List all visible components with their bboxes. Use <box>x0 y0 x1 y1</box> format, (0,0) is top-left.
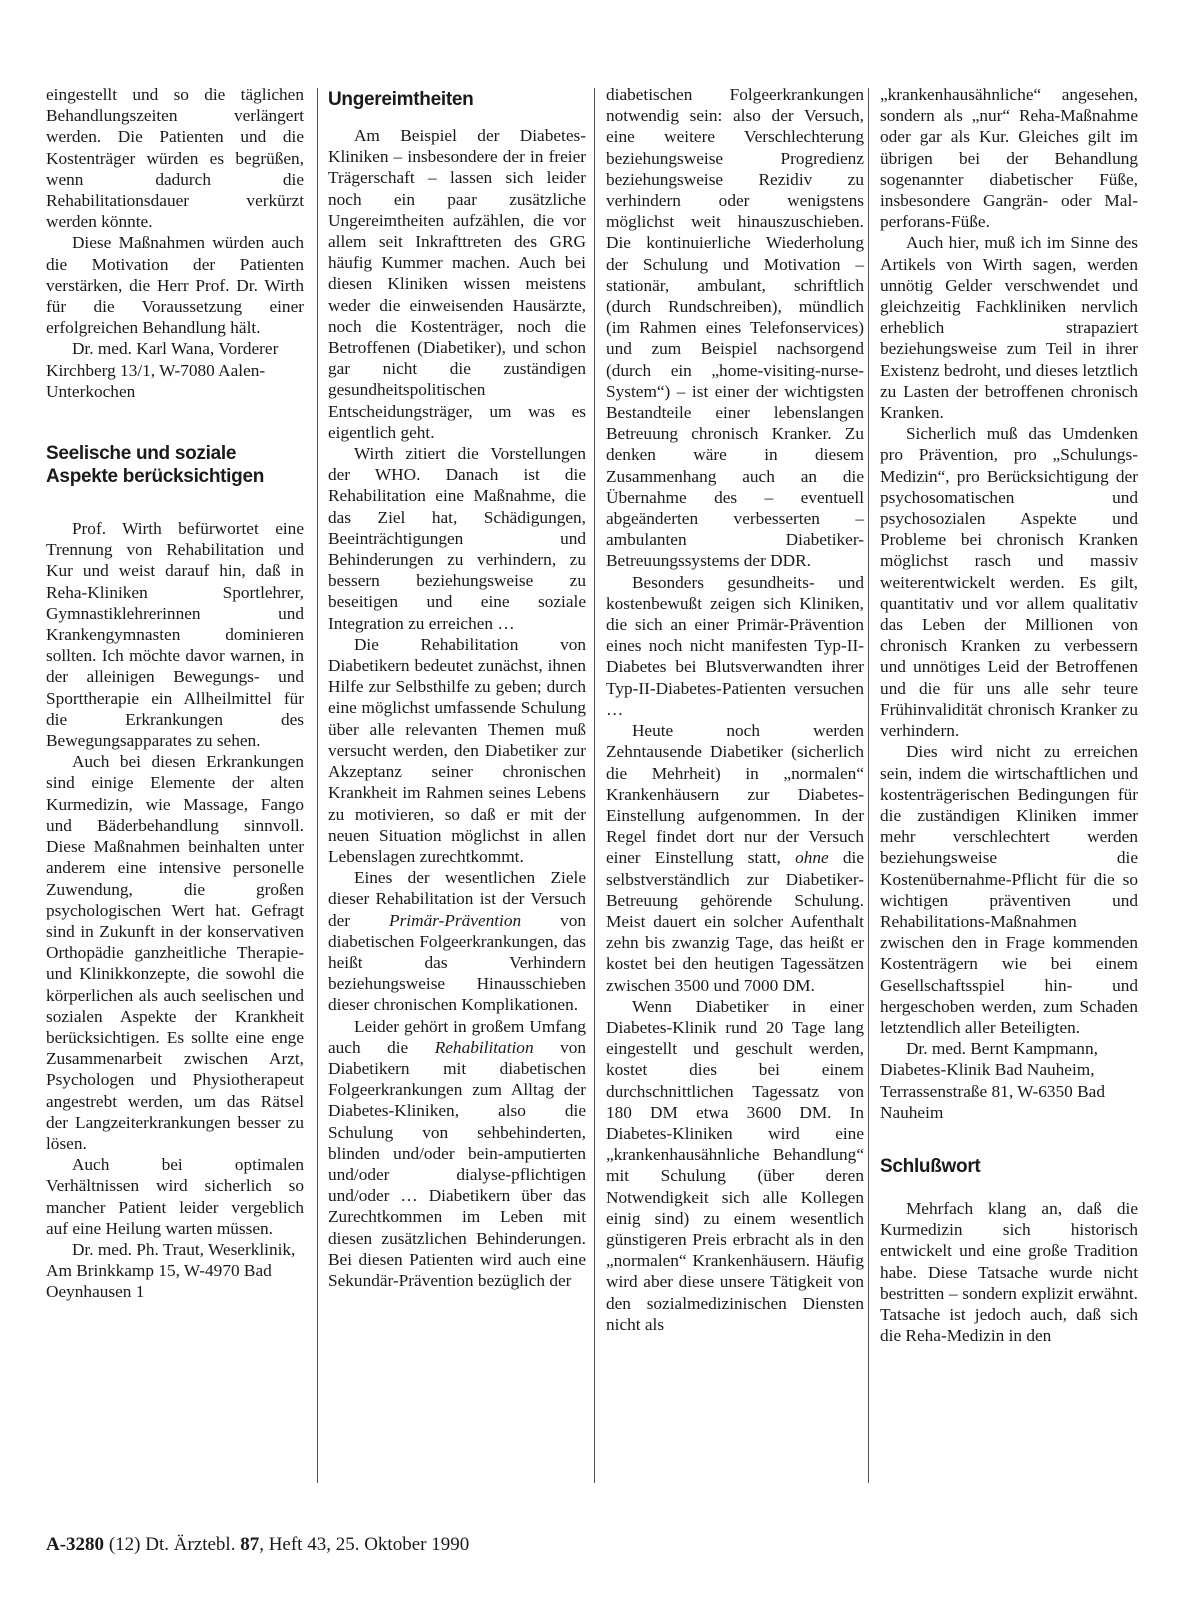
column-4 <box>880 84 1138 1346</box>
paragraph <box>328 1016 586 1292</box>
text-run: die selbstverständlich zur Diabetiker-Betreuung gehörende Schulung. Meist dauert ein solcher Aufenthalt zehn bis zwanzig Tage, das heißt er kostet bei den heutigen Tagessätzen zwischen 3500 und 7000 DM. <box>606 848 864 995</box>
column-divider <box>594 88 595 1483</box>
paragraph: Die Rehabilitation von Diabetikern bedeutet zunächst, ihnen Hilfe zur Selbsthilfe zu geben; durch eine möglichst umfassende Schulung über alle relevanten Themen muß versucht werden, den Diabetiker zur Akzeptanz seiner chronischen Krankheit im Rahmen seines Lebens zu motivieren, so daß er mit der neuen Situation möglichst in allen Lebenslagen zurechtkommt. <box>328 634 586 866</box>
column-2 <box>328 84 586 1291</box>
text-run: Eines der wesentlichen Ziele dieser Rehabilitation ist der Versuch der <box>328 868 586 930</box>
column-1 <box>46 84 304 1303</box>
paragraph: Auch hier, muß ich im Sinne des Artikels von Wirth sagen, werden unnötig Gelder verschwendet und gleichzeitig Fachkliniken nervlich erheblich strapaziert beziehungsweise zum Teil in ihrer Existenz bedroht, und dieses letztlich zu Lasten der betroffenen chronisch Kranken. <box>880 233 1138 423</box>
paragraph: Wenn Diabetiker in einer Diabetes-Klinik rund 20 Tage lang eingestellt und geschult werden, kostet dies bei einem durchschnittlichen Tagessatz von 180 DM etwa 3600 DM. In Diabetes-Kliniken wird eine „krankenhausähnliche Behandlung“ mit Schulung (über deren Notwendigkeit sich alle Kollegen einig sind) zu einem wesentlich günstigeren Preis erbracht als in den „normalen“ Krankenhäusern. Häufig wird aber diese unsere Tätigkeit von den sozialmedizinischen Diensten nicht als <box>606 996 864 1334</box>
paragraph: Wirth zitiert die Vorstellungen der WHO. Danach ist die Rehabilitation eine Maßnahme, die das Ziel hat, Schädigungen, Beeinträchtigungen und Behinderungen zu verhindern, zu bessern beziehungsweise zu beseitigen und eine soziale Integration zu erreichen … <box>328 444 586 633</box>
paragraph: Am Beispiel der Diabetes-Kliniken – insbesondere der in freier Trägerschaft – lassen sich leider noch ein paar zusätzliche Ungereimtheiten aufzählen, die vor allem seit Inkrafttreten des GRG häufig Kummer machen. Auch bei diesen Kliniken wissen meistens weder die einweisenden Hausärzte, noch die Kostenträger, noch die Betroffenen (Diabetiker), und schon gar nicht die zuständigen gesundheitspolitischen Entscheidungsträger, um was es eigentlich geht. <box>328 126 586 442</box>
paragraph: Sicherlich muß das Umdenken pro Prävention, pro „Schulungs-Medizin“, pro Berücksichtigung der psychosomatischen und psychosozialen Aspekte und Probleme bei chronisch Kranken möglichst rasch und massiv weiterentwickelt werden. Es gilt, quantitativ und vor allem qualitativ das Leben der Millionen von chronisch Kranken zu verbessern und unnötiges Leid der Betroffenen und die für uns alle sehr teure Frühinvalidität chronisch Kranker zu verhindern. <box>880 424 1138 741</box>
text-run: Leider gehört in großem Umfang auch die <box>328 1016 586 1057</box>
emphasis-text: Primär-Prävention <box>389 910 522 930</box>
paragraph: Mehrfach klang an, daß die Kurmedizin sich historisch entwickelt und eine große Tradition habe. Diese Tatsache wurde nicht bestritten – sondern explizit erwähnt. Tatsache ist jedoch auch, daß sich die Reha-Medizin in den <box>880 1198 1138 1346</box>
column-3 <box>606 84 864 1335</box>
text-run: Heute noch werden Zehntausende Diabetiker (sicherlich die Mehrheit) in „normalen“ Krankenhäusern zur Diabetes-Einstellung aufgenommen. In der Regel findet dort nur der Versuch einer Einstellung statt, <box>606 721 864 868</box>
page-number: A-3280 <box>46 1534 105 1555</box>
column-divider <box>868 88 869 1483</box>
paragraph <box>606 720 864 996</box>
emphasis-text: Rehabilitation <box>434 1037 534 1057</box>
page-footer <box>46 1534 469 1556</box>
paragraph: Dies wird nicht zu erreichen sein, indem die wirtschaftlichen und kostenträgerischen Bedingungen für die zuständigen Kliniken immer mehr verschlechtert werden beziehungsweise die Kostenübernahme-Pflicht für die so wichtigen präventiven und Rehabilitations-Maßnahmen zwischen den in Frage kommenden Kostenträgern wie bei einem Gesellschaftsspiel hin- und hergeschoben werden, zum Schaden letztendlich aller Beteiligten. <box>880 742 1138 1037</box>
issue-date: , Heft 43, 25. Oktober 1990 <box>259 1534 470 1555</box>
section-heading: Seelische und soziale Aspekte berücksichtigen <box>46 443 265 488</box>
text-run: von diabetischen Folgeerkrankungen, das heißt das Verhindern beziehungsweise Hinausschieben dieser chronischen Komplikationen. <box>328 910 586 1015</box>
volume-number: 87 <box>240 1534 260 1555</box>
column-divider <box>317 88 318 1483</box>
text-run: von Diabetikern mit diabetischen Folgeerkrankungen zum Alltag der Diabetes-Kliniken, also die Schulung von sehbehinderten, blinden und/oder bein-amputierten und/oder dialyse-pflichtigen und/oder … Diabetikern über das Zurechtkommen im Leben mit diesen zusätzlichen Behinderungen. Bei diesen Patienten wird auch eine Sekundär-Prävention bezüglich der <box>328 1037 586 1290</box>
paragraph: Auch bei optimalen Verhältnissen wird sicherlich so mancher Patient leider vergeblich auf eine Heilung warten müssen. <box>46 1155 304 1238</box>
section-heading: Ungereimtheiten <box>328 89 474 110</box>
paragraph <box>328 867 586 1015</box>
paragraph: Prof. Wirth befürwortet eine Trennung von Rehabilitation und Kur und weist darauf hin, daß in Reha-Kliniken Sportlehrer, Gymnastiklehrerinnen und Krankengymnasten dominieren sollten. Ich möchte davor warnen, in der alleinigen Bewegungs- und Sporttherapie ein Allheilmittel für die Erkrankungen des Bewegungsapparates zu sehen. <box>46 519 304 751</box>
paragraph: Auch bei diesen Erkrankungen sind einige Elemente der alten Kurmedizin, wie Massage, Fango und Bäderbehandlung sinnvoll. Diese Maßnahmen beinhalten unter anderem eine intensive personelle Zuwendung, die großen psychologischen Wert hat. Gefragt sind in Zukunft in der konservativen Orthopädie ganzheitliche Therapie- und Klinikkonzepte, die sowohl die körperlichen als auch seelischen und sozialen Aspekte der Krankheit berücksichtigen. Es sollte eine enge Zusammenarbeit zwischen Arzt, Psychologen und Physiotherapeut angestrebt werden, um das Rätsel der Langzeiterkrankungen besser zu lösen. <box>46 752 304 1153</box>
letter-signature: Dr. med. Bernt Kampmann, Diabetes-Klinik Bad Nauheim, Terrassenstraße 81, W-6350 Bad Nauheim <box>880 1039 1105 1122</box>
emphasis-text: ohne <box>795 848 829 868</box>
paragraph: „krankenhausähnliche“ angesehen, sondern als „nur“ Reha-Maßnahme oder gar als Kur. Gleiches gilt im übrigen bei der Behandlung sogenannter diabetischer Füße, insbesondere Gangrän- oder Mal-perforans-Füße. <box>880 85 1138 232</box>
paragraph: eingestellt und so die täglichen Behandlungszeiten verlängert werden. Die Patienten und die Kostenträger würden es begrüßen, wenn dadurch die Rehabilitationsdauer verkürzt werden könnte. <box>46 85 304 232</box>
letter-signature: Dr. med. Karl Wana, Vorderer Kirchberg 13/1, W-7080 Aalen-Unterkochen <box>46 339 279 401</box>
paragraph: Diese Maßnahmen würden auch die Motivation der Patienten verstärken, die Herr Prof. Dr. Wirth für die Voraussetzung einer erfolgreichen Behandlung hält. <box>46 233 304 338</box>
journal-citation: (12) Dt. Ärztebl. <box>104 1534 241 1555</box>
letter-signature: Dr. med. Ph. Traut, Weserklinik, Am Brinkkamp 15, W-4970 Bad Oeynhausen 1 <box>46 1239 296 1302</box>
paragraph: diabetischen Folgeerkrankungen notwendig sein: also der Versuch, eine weitere Verschlechterung beziehungsweise Progredienz beziehungsweise Rezidiv zu verhindern oder wenigstens möglichst weit hinauszuschieben. Die kontinuierliche Wiederholung der Schulung und Motivation – stationär, ambulant, schriftlich (durch Rundschreiben), mündlich (im Rahmen eines Telefonservices) und zum Beispiel nachsorgend (durch ein „home-visiting-nurse-System“) – ist einer der wichtigsten Bestandteile einer lebenslangen Betreuung chronisch Kranker. Zu denken wäre in diesem Zusammenhang auch an die Übernahme des – eventuell abgeänderten verbesserten – ambulanten Diabetiker-Betreuungssystems der DDR. <box>606 85 864 571</box>
section-heading: Schlußwort <box>880 1155 981 1177</box>
paragraph: Besonders gesundheits- und kostenbewußt zeigen sich Kliniken, die sich an einer Primär-Prävention eines noch nicht manifesten Typ-II-Diabetes bei Blutsverwandten ihrer Typ-II-Diabetes-Patienten versuchen … <box>606 572 864 719</box>
